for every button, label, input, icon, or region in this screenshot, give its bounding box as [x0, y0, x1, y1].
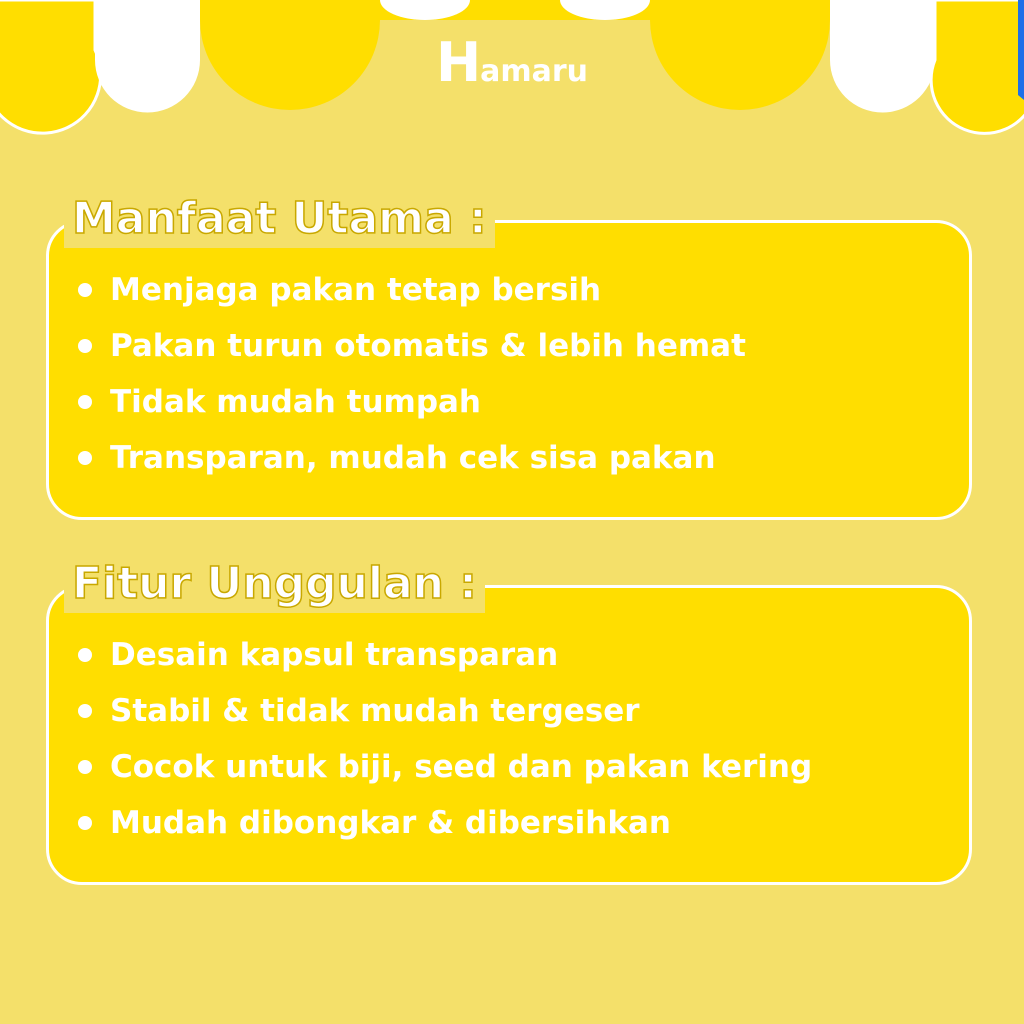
list-item — [76, 318, 746, 374]
list-item-text: Tidak mudah tumpah — [110, 384, 482, 420]
feature-list — [76, 627, 812, 851]
bullet-icon — [78, 339, 92, 353]
bullet-icon — [78, 816, 92, 830]
bullet-icon — [78, 760, 92, 774]
list-item-text: Menjaga pakan tetap bersih — [110, 272, 602, 308]
list-item-text: Transparan, mudah cek sisa pakan — [110, 440, 716, 476]
list-item — [76, 262, 746, 318]
list-item — [76, 374, 746, 430]
bullet-icon — [78, 283, 92, 297]
list-item-text: Mudah dibongkar & dibersihkan — [110, 805, 671, 841]
list-item-text: Cocok untuk biji, seed dan pakan kering — [110, 749, 813, 785]
list-item — [76, 627, 812, 683]
section-title: Fitur Unggulan : — [64, 555, 485, 613]
list-item — [76, 739, 812, 795]
section-manfaat-utama — [46, 190, 978, 530]
list-item-text: Stabil & tidak mudah tergeser — [110, 693, 640, 729]
bullet-icon — [78, 704, 92, 718]
section-fitur-unggulan — [46, 555, 978, 895]
list-item — [76, 683, 812, 739]
bullet-icon — [78, 648, 92, 662]
logo-letter: H — [435, 31, 481, 94]
bullet-icon — [78, 451, 92, 465]
section-title: Manfaat Utama : — [64, 190, 495, 248]
bullet-icon — [78, 395, 92, 409]
list-item — [76, 795, 812, 851]
list-item — [76, 430, 746, 486]
list-item-text: Desain kapsul transparan — [110, 637, 559, 673]
benefit-list — [76, 262, 746, 486]
hamaru-logo — [0, 31, 1024, 94]
list-item-text: Pakan turun otomatis & lebih hemat — [110, 328, 746, 364]
logo-text: amaru — [480, 54, 589, 89]
